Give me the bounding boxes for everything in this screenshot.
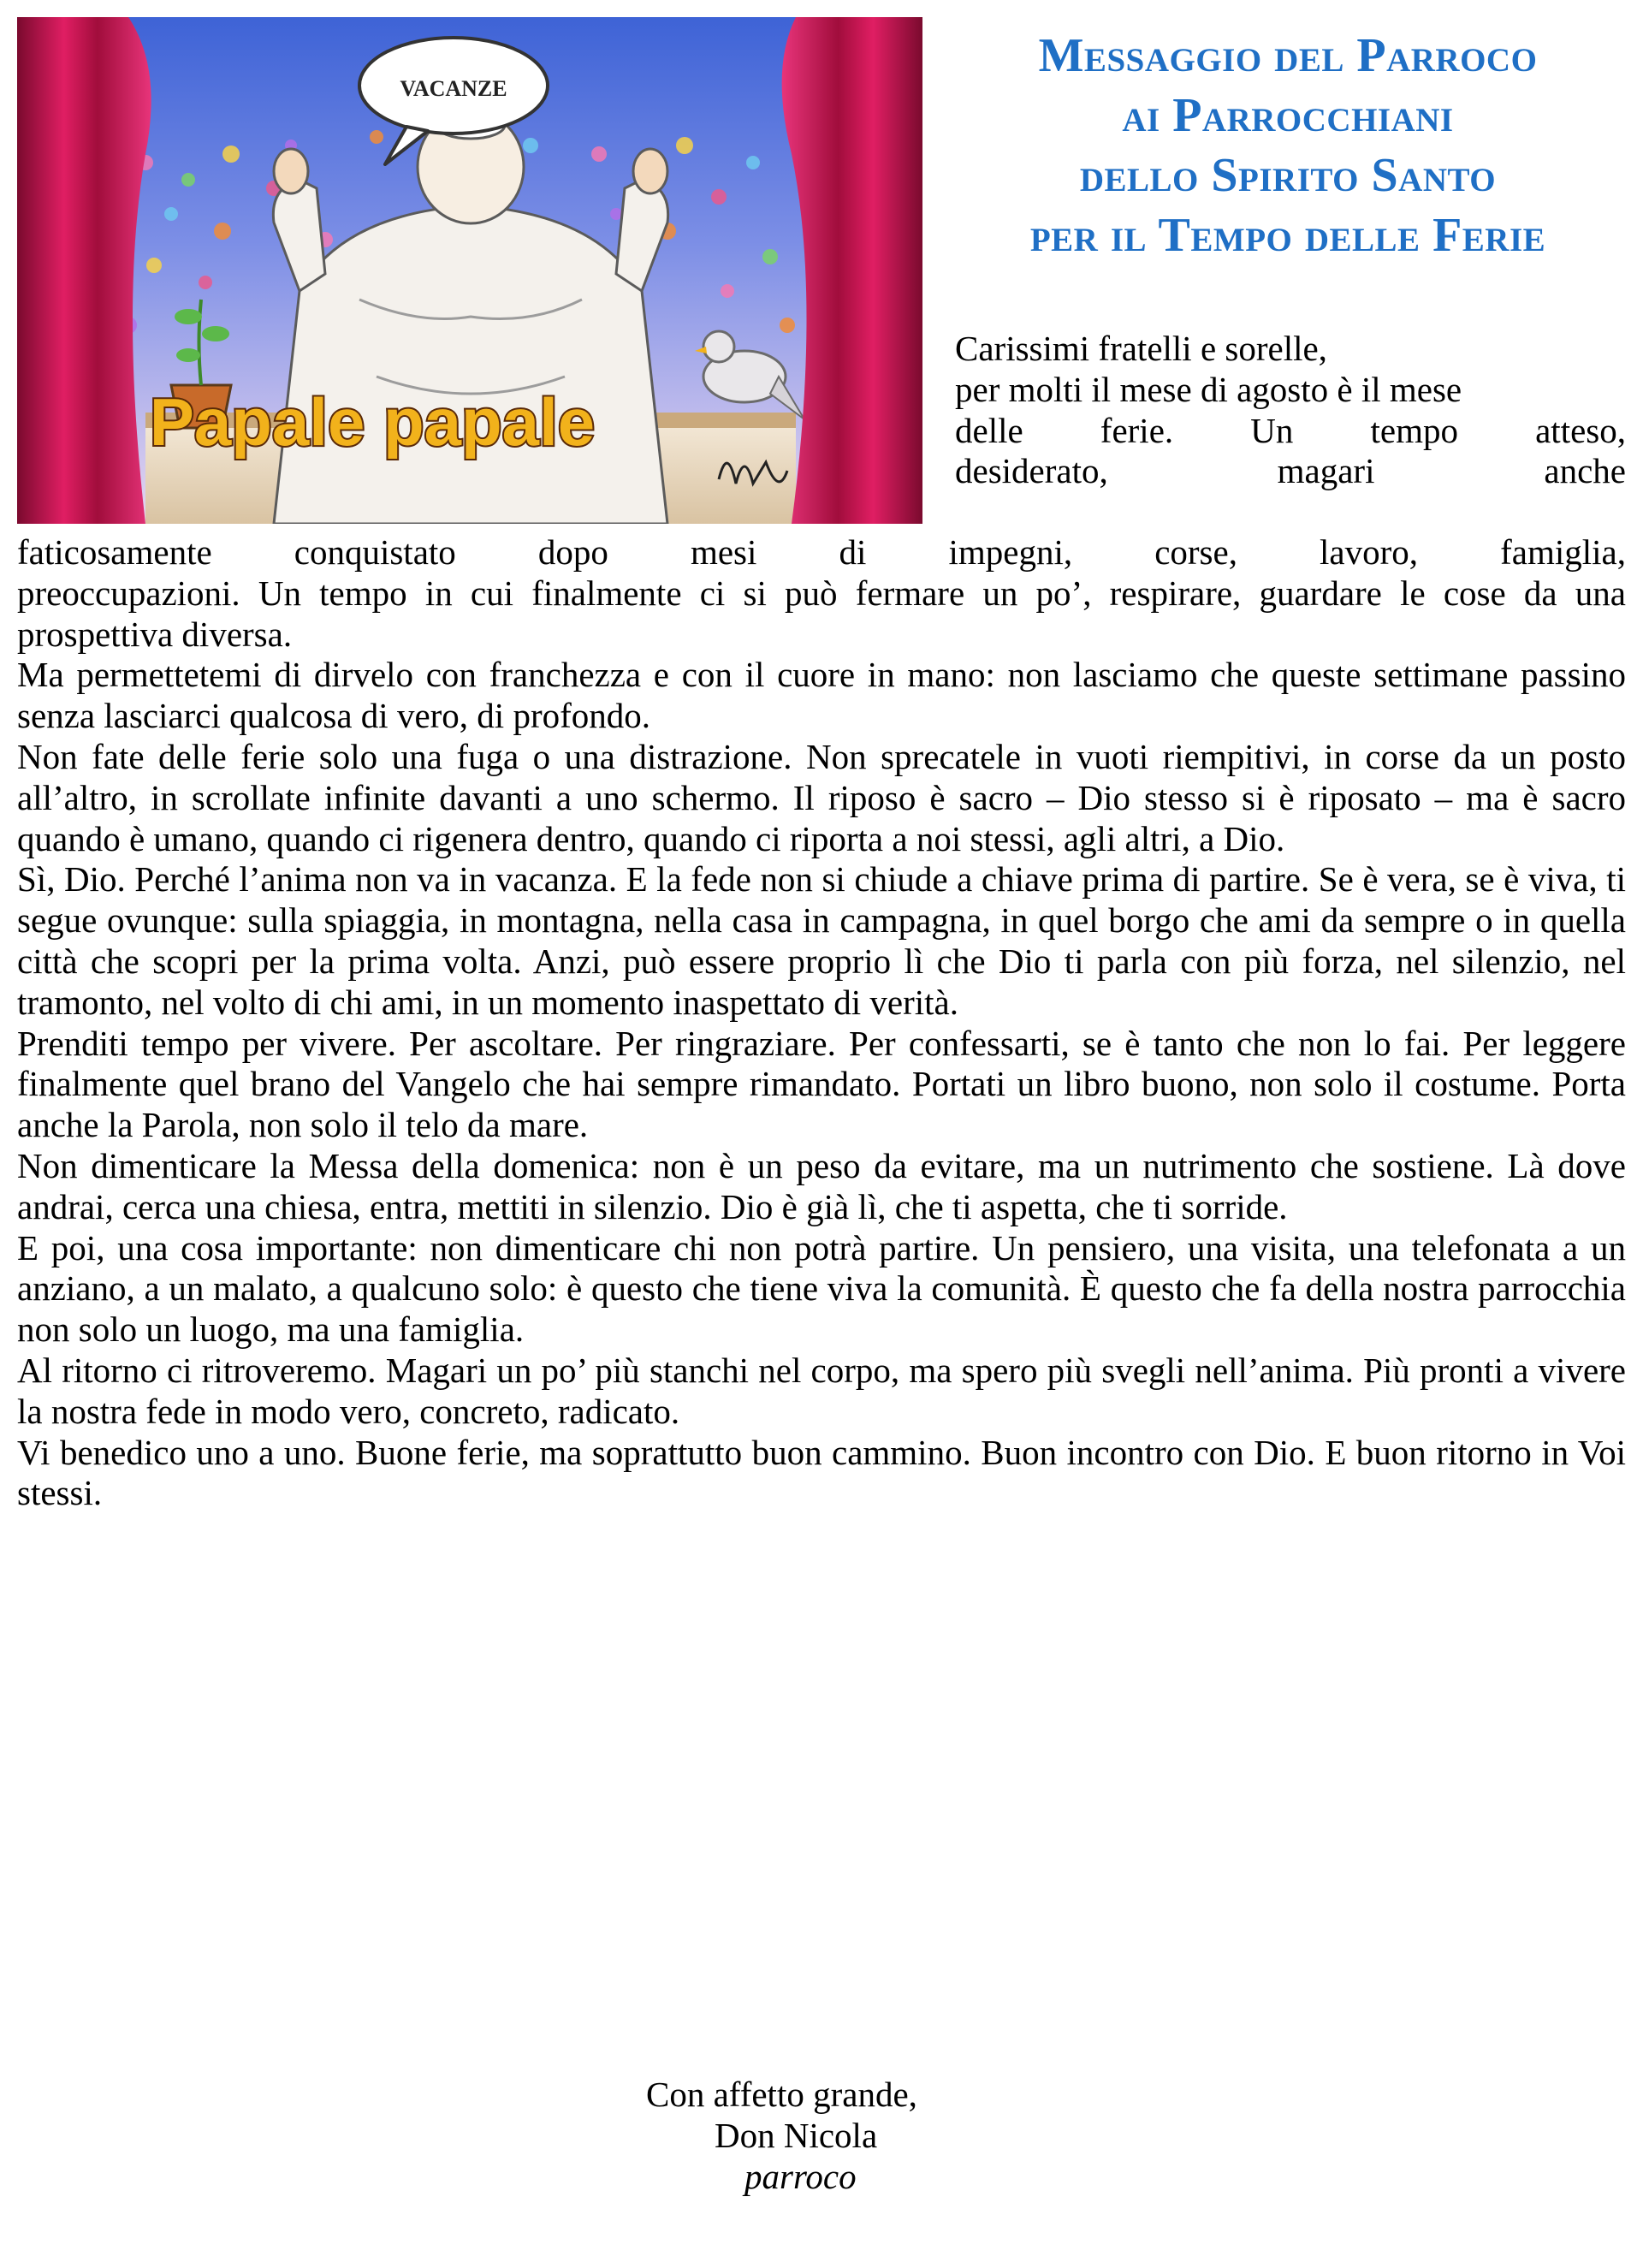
letter-title <box>950 26 1626 265</box>
closing: Con affetto grande, <box>646 2075 917 2114</box>
cartoon-svg <box>17 17 922 524</box>
intro-line: desiderato, magari anche <box>955 451 1626 491</box>
signature-block <box>17 2074 1626 2197</box>
title-line: per il Tempo delle Ferie <box>1029 209 1546 262</box>
curtain-left <box>17 17 151 524</box>
paragraph: E poi, una cosa importante: non dimenticare chi non potrà partire. Un pensiero, una visita, una telefonata a un anziano, a un malato, a qualcuno solo: è questo che tiene viva la comunità. È questo che fa della nostra parrocchia non solo un luogo, ma una famiglia. <box>17 1227 1626 1350</box>
signer-name: Don Nicola <box>715 2116 878 2155</box>
paragraph: Non fate delle ferie solo una fuga o una distrazione. Non sprecatele in vuoti riempitivi, in corse da un posto all’altro, in scrollate infinite davanti a uno schermo. Il riposo è sacro – Dio stesso si è riposato – ma è sacro quando è umano, quando ci rigenera dentro, quando ci riporta a noi stessi, agli altri, a Dio. <box>17 736 1626 858</box>
title-line: ai Parrocchiani <box>1122 89 1454 142</box>
letter-main <box>17 532 1626 1514</box>
title-line: dello Spirito Santo <box>1079 149 1497 202</box>
cartoon-caption: Papale papale <box>149 384 596 460</box>
speech-bubble-text: VACANZE <box>400 76 507 101</box>
greeting: Carissimi fratelli e sorelle, <box>955 329 1327 368</box>
title-line: Messaggio del Parroco <box>1038 29 1538 82</box>
paragraph: Non dimenticare la Messa della domenica: non è un peso da evitare, ma un nutrimento che sostiene. Là dove andrai, cerca una chiesa, entra, mettiti in silenzio. Dio è già lì, che ti aspetta, che ti sorride. <box>17 1145 1626 1226</box>
letter-intro <box>955 329 1626 492</box>
intro-line: delle ferie. Un tempo atteso, <box>955 410 1626 450</box>
cartoon-illustration <box>17 17 922 524</box>
paragraph: Vi benedico uno a uno. Buone ferie, ma soprattutto buon cammino. Buon incontro con Dio. E buon ritorno in Voi stessi. <box>17 1432 1626 1513</box>
paragraph-continuation: faticosamente conquistato dopo mesi di impegni, corse, lavoro, famiglia, <box>17 532 1626 572</box>
paragraph: Prenditi tempo per vivere. Per ascoltare. Per ringraziare. Per confessarti, se è tanto che non lo fai. Per leggere finalmente quel brano del Vangelo che hai sempre rimandato. Portati un libro buono, non solo il costume. Porta anche la Parola, non solo il telo da mare. <box>17 1023 1626 1145</box>
intro-line: per molti il mese di agosto è il mese <box>955 369 1462 409</box>
paragraph: Ma permettetemi di dirvelo con franchezza e con il cuore in mano: non lasciamo che queste settimane passino senza lasciarci qualcosa di vero, di profondo. <box>17 655 1626 736</box>
paragraph: preoccupazioni. Un tempo in cui finalmente ci si può fermare un po’, respirare, guardare le cose da una prospettiva diversa. <box>17 573 1626 654</box>
paragraph: Sì, Dio. Perché l’anima non va in vacanza. E la fede non si chiude a chiave prima di partire. Se è vera, se è viva, ti segue ovunque: sulla spiaggia, in montagna, nella casa in campagna, in quel borgo che ami da sempre o in quella città che scopri per la prima volta. Anzi, può essere proprio lì che Dio ti parla con più forza, nel silenzio, nel tramonto, nel volto di chi ami, in un momento inaspettato di verità. <box>17 859 1626 1022</box>
paragraph: Al ritorno ci ritroveremo. Magari un po’ più stanchi nel corpo, ma spero più svegli nell’anima. Più pronti a vivere la nostra fede in modo vero, concreto, radicato. <box>17 1350 1626 1431</box>
signer-role: parroco <box>744 2157 857 2196</box>
